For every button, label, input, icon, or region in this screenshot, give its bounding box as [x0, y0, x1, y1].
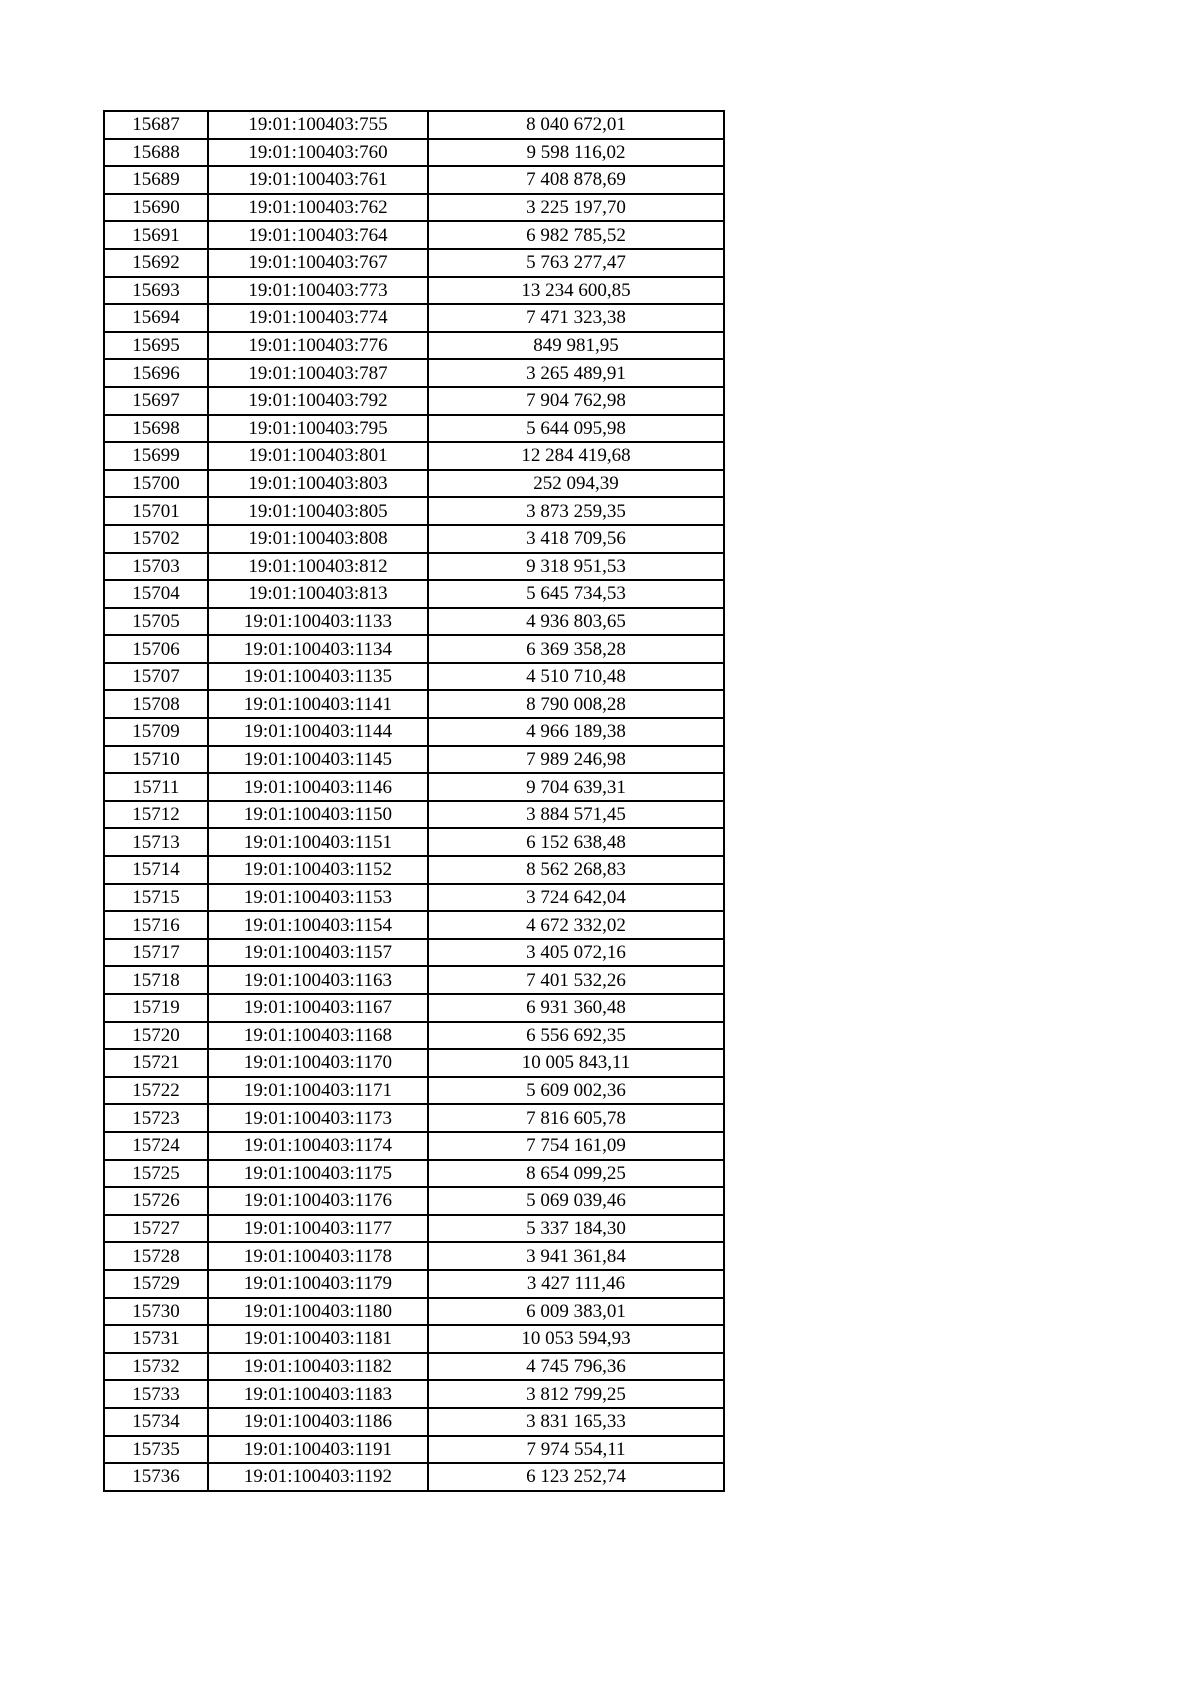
cadastral-number-cell: 19:01:100403:773	[208, 277, 428, 305]
table-row	[104, 1187, 724, 1215]
value-cell: 8 562 268,83	[428, 856, 724, 884]
cadastral-number-cell: 19:01:100403:801	[208, 442, 428, 470]
value-cell: 6 152 638,48	[428, 828, 724, 856]
value-cell: 6 369 358,28	[428, 635, 724, 663]
value-cell: 4 936 803,65	[428, 608, 724, 636]
table-row	[104, 1242, 724, 1270]
value-cell: 10 005 843,11	[428, 1049, 724, 1077]
table-row	[104, 304, 724, 332]
row-number-cell: 15707	[104, 663, 208, 691]
row-number-cell: 15708	[104, 690, 208, 718]
cadastral-number-cell: 19:01:100403:764	[208, 221, 428, 249]
value-cell: 5 337 184,30	[428, 1215, 724, 1243]
table-row	[104, 856, 724, 884]
table-row	[104, 1298, 724, 1326]
table-row	[104, 828, 724, 856]
cadastral-number-cell: 19:01:100403:1177	[208, 1215, 428, 1243]
value-cell: 6 009 383,01	[428, 1298, 724, 1326]
row-number-cell: 15717	[104, 939, 208, 967]
table-row	[104, 939, 724, 967]
row-number-cell: 15697	[104, 387, 208, 415]
cadastral-number-cell: 19:01:100403:1134	[208, 635, 428, 663]
cadastral-number-cell: 19:01:100403:1167	[208, 994, 428, 1022]
cadastral-number-cell: 19:01:100403:808	[208, 525, 428, 553]
table-row	[104, 1104, 724, 1132]
row-number-cell: 15687	[104, 111, 208, 139]
value-cell: 7 816 605,78	[428, 1104, 724, 1132]
table-row	[104, 773, 724, 801]
table-row	[104, 994, 724, 1022]
value-cell: 5 763 277,47	[428, 249, 724, 277]
cadastral-number-cell: 19:01:100403:1157	[208, 939, 428, 967]
cadastral-number-cell: 19:01:100403:1176	[208, 1187, 428, 1215]
table-row	[104, 221, 724, 249]
table-row	[104, 1215, 724, 1243]
value-cell: 6 982 785,52	[428, 221, 724, 249]
row-number-cell: 15700	[104, 470, 208, 498]
row-number-cell: 15701	[104, 497, 208, 525]
table-row	[104, 663, 724, 691]
row-number-cell: 15714	[104, 856, 208, 884]
cadastral-number-cell: 19:01:100403:1163	[208, 966, 428, 994]
row-number-cell: 15698	[104, 415, 208, 443]
table-row	[104, 1022, 724, 1050]
value-cell: 8 654 099,25	[428, 1160, 724, 1188]
row-number-cell: 15716	[104, 911, 208, 939]
table-row	[104, 884, 724, 912]
value-cell: 6 556 692,35	[428, 1022, 724, 1050]
cadastral-number-cell: 19:01:100403:792	[208, 387, 428, 415]
table-body	[104, 111, 724, 1491]
row-number-cell: 15724	[104, 1132, 208, 1160]
row-number-cell: 15692	[104, 249, 208, 277]
cadastral-number-cell: 19:01:100403:1150	[208, 801, 428, 829]
table-row	[104, 1353, 724, 1381]
value-cell: 7 904 762,98	[428, 387, 724, 415]
value-cell: 4 745 796,36	[428, 1353, 724, 1381]
cadastral-number-cell: 19:01:100403:1173	[208, 1104, 428, 1132]
cadastral-number-cell: 19:01:100403:1133	[208, 608, 428, 636]
table-row	[104, 966, 724, 994]
cadastral-number-cell: 19:01:100403:1181	[208, 1325, 428, 1353]
cadastral-number-cell: 19:01:100403:1170	[208, 1049, 428, 1077]
row-number-cell: 15731	[104, 1325, 208, 1353]
cadastral-number-cell: 19:01:100403:755	[208, 111, 428, 139]
table-row	[104, 690, 724, 718]
value-cell: 5 644 095,98	[428, 415, 724, 443]
value-cell: 5 609 002,36	[428, 1077, 724, 1105]
row-number-cell: 15732	[104, 1353, 208, 1381]
cadastral-number-cell: 19:01:100403:1179	[208, 1270, 428, 1298]
row-number-cell: 15690	[104, 194, 208, 222]
row-number-cell: 15703	[104, 553, 208, 581]
cadastral-number-cell: 19:01:100403:1191	[208, 1436, 428, 1464]
cadastral-number-cell: 19:01:100403:774	[208, 304, 428, 332]
table-row	[104, 746, 724, 774]
cadastral-number-cell: 19:01:100403:1144	[208, 718, 428, 746]
table-row	[104, 166, 724, 194]
table-row	[104, 442, 724, 470]
cadastral-number-cell: 19:01:100403:1145	[208, 746, 428, 774]
cadastral-number-cell: 19:01:100403:1178	[208, 1242, 428, 1270]
table-row	[104, 1049, 724, 1077]
table-row	[104, 415, 724, 443]
row-number-cell: 15710	[104, 746, 208, 774]
table-row	[104, 608, 724, 636]
cadastral-number-cell: 19:01:100403:813	[208, 580, 428, 608]
value-cell: 3 265 489,91	[428, 359, 724, 387]
row-number-cell: 15727	[104, 1215, 208, 1243]
table-row	[104, 497, 724, 525]
cadastral-number-cell: 19:01:100403:805	[208, 497, 428, 525]
row-number-cell: 15712	[104, 801, 208, 829]
row-number-cell: 15733	[104, 1380, 208, 1408]
table-row	[104, 718, 724, 746]
value-cell: 3 941 361,84	[428, 1242, 724, 1270]
row-number-cell: 15689	[104, 166, 208, 194]
cadastral-number-cell: 19:01:100403:1135	[208, 663, 428, 691]
row-number-cell: 15691	[104, 221, 208, 249]
value-cell: 4 510 710,48	[428, 663, 724, 691]
cadastral-number-cell: 19:01:100403:1171	[208, 1077, 428, 1105]
cadastral-number-cell: 19:01:100403:1182	[208, 1353, 428, 1381]
table-row	[104, 1325, 724, 1353]
value-cell: 3 724 642,04	[428, 884, 724, 912]
cadastral-number-cell: 19:01:100403:1183	[208, 1380, 428, 1408]
table-row	[104, 1160, 724, 1188]
row-number-cell: 15729	[104, 1270, 208, 1298]
value-cell: 3 427 111,46	[428, 1270, 724, 1298]
table-row	[104, 470, 724, 498]
value-cell: 3 884 571,45	[428, 801, 724, 829]
row-number-cell: 15693	[104, 277, 208, 305]
row-number-cell: 15723	[104, 1104, 208, 1132]
cadastral-number-cell: 19:01:100403:767	[208, 249, 428, 277]
value-cell: 5 069 039,46	[428, 1187, 724, 1215]
value-cell: 8 790 008,28	[428, 690, 724, 718]
table-row	[104, 1132, 724, 1160]
row-number-cell: 15730	[104, 1298, 208, 1326]
value-cell: 4 966 189,38	[428, 718, 724, 746]
row-number-cell: 15720	[104, 1022, 208, 1050]
cadastral-number-cell: 19:01:100403:1141	[208, 690, 428, 718]
value-cell: 3 225 197,70	[428, 194, 724, 222]
value-cell: 3 873 259,35	[428, 497, 724, 525]
cadastral-number-cell: 19:01:100403:760	[208, 139, 428, 167]
value-cell: 7 754 161,09	[428, 1132, 724, 1160]
table-row	[104, 911, 724, 939]
table-row	[104, 635, 724, 663]
value-cell: 7 989 246,98	[428, 746, 724, 774]
value-cell: 13 234 600,85	[428, 277, 724, 305]
row-number-cell: 15702	[104, 525, 208, 553]
table-row	[104, 525, 724, 553]
table-row	[104, 359, 724, 387]
table-row	[104, 1436, 724, 1464]
value-cell: 6 123 252,74	[428, 1463, 724, 1491]
row-number-cell: 15728	[104, 1242, 208, 1270]
row-number-cell: 15735	[104, 1436, 208, 1464]
value-cell: 8 040 672,01	[428, 111, 724, 139]
row-number-cell: 15704	[104, 580, 208, 608]
table-row	[104, 1270, 724, 1298]
cadastral-number-cell: 19:01:100403:761	[208, 166, 428, 194]
value-cell: 252 094,39	[428, 470, 724, 498]
cadastral-number-cell: 19:01:100403:787	[208, 359, 428, 387]
data-table	[103, 110, 725, 1492]
table-row	[104, 801, 724, 829]
row-number-cell: 15706	[104, 635, 208, 663]
value-cell: 3 812 799,25	[428, 1380, 724, 1408]
table-row	[104, 277, 724, 305]
table-row	[104, 139, 724, 167]
row-number-cell: 15688	[104, 139, 208, 167]
table-row	[104, 553, 724, 581]
table-row	[104, 1077, 724, 1105]
cadastral-number-cell: 19:01:100403:1154	[208, 911, 428, 939]
value-cell: 7 401 532,26	[428, 966, 724, 994]
row-number-cell: 15722	[104, 1077, 208, 1105]
cadastral-number-cell: 19:01:100403:812	[208, 553, 428, 581]
table-row	[104, 249, 724, 277]
row-number-cell: 15726	[104, 1187, 208, 1215]
cadastral-number-cell: 19:01:100403:1151	[208, 828, 428, 856]
value-cell: 7 974 554,11	[428, 1436, 724, 1464]
cadastral-number-cell: 19:01:100403:795	[208, 415, 428, 443]
row-number-cell: 15711	[104, 773, 208, 801]
table-row	[104, 111, 724, 139]
row-number-cell: 15696	[104, 359, 208, 387]
cadastral-number-cell: 19:01:100403:776	[208, 332, 428, 360]
value-cell: 7 471 323,38	[428, 304, 724, 332]
value-cell: 9 704 639,31	[428, 773, 724, 801]
table-row	[104, 1380, 724, 1408]
row-number-cell: 15699	[104, 442, 208, 470]
row-number-cell: 15721	[104, 1049, 208, 1077]
cadastral-number-cell: 19:01:100403:1192	[208, 1463, 428, 1491]
table-row	[104, 332, 724, 360]
cadastral-number-cell: 19:01:100403:1180	[208, 1298, 428, 1326]
cadastral-number-cell: 19:01:100403:1146	[208, 773, 428, 801]
cadastral-number-cell: 19:01:100403:803	[208, 470, 428, 498]
row-number-cell: 15719	[104, 994, 208, 1022]
row-number-cell: 15695	[104, 332, 208, 360]
row-number-cell: 15734	[104, 1408, 208, 1436]
value-cell: 9 318 951,53	[428, 553, 724, 581]
table-row	[104, 194, 724, 222]
row-number-cell: 15736	[104, 1463, 208, 1491]
cadastral-number-cell: 19:01:100403:1186	[208, 1408, 428, 1436]
row-number-cell: 15705	[104, 608, 208, 636]
row-number-cell: 15718	[104, 966, 208, 994]
table-row	[104, 580, 724, 608]
value-cell: 6 931 360,48	[428, 994, 724, 1022]
row-number-cell: 15709	[104, 718, 208, 746]
value-cell: 9 598 116,02	[428, 139, 724, 167]
value-cell: 3 418 709,56	[428, 525, 724, 553]
value-cell: 3 405 072,16	[428, 939, 724, 967]
cadastral-number-cell: 19:01:100403:1153	[208, 884, 428, 912]
table-row	[104, 387, 724, 415]
value-cell: 849 981,95	[428, 332, 724, 360]
row-number-cell: 15715	[104, 884, 208, 912]
value-cell: 10 053 594,93	[428, 1325, 724, 1353]
cadastral-number-cell: 19:01:100403:1175	[208, 1160, 428, 1188]
cadastral-number-cell: 19:01:100403:1168	[208, 1022, 428, 1050]
row-number-cell: 15713	[104, 828, 208, 856]
value-cell: 7 408 878,69	[428, 166, 724, 194]
cadastral-number-cell: 19:01:100403:1152	[208, 856, 428, 884]
value-cell: 12 284 419,68	[428, 442, 724, 470]
value-cell: 4 672 332,02	[428, 911, 724, 939]
value-cell: 3 831 165,33	[428, 1408, 724, 1436]
value-cell: 5 645 734,53	[428, 580, 724, 608]
cadastral-number-cell: 19:01:100403:762	[208, 194, 428, 222]
table-row	[104, 1463, 724, 1491]
cadastral-number-cell: 19:01:100403:1174	[208, 1132, 428, 1160]
row-number-cell: 15725	[104, 1160, 208, 1188]
row-number-cell: 15694	[104, 304, 208, 332]
table-row	[104, 1408, 724, 1436]
